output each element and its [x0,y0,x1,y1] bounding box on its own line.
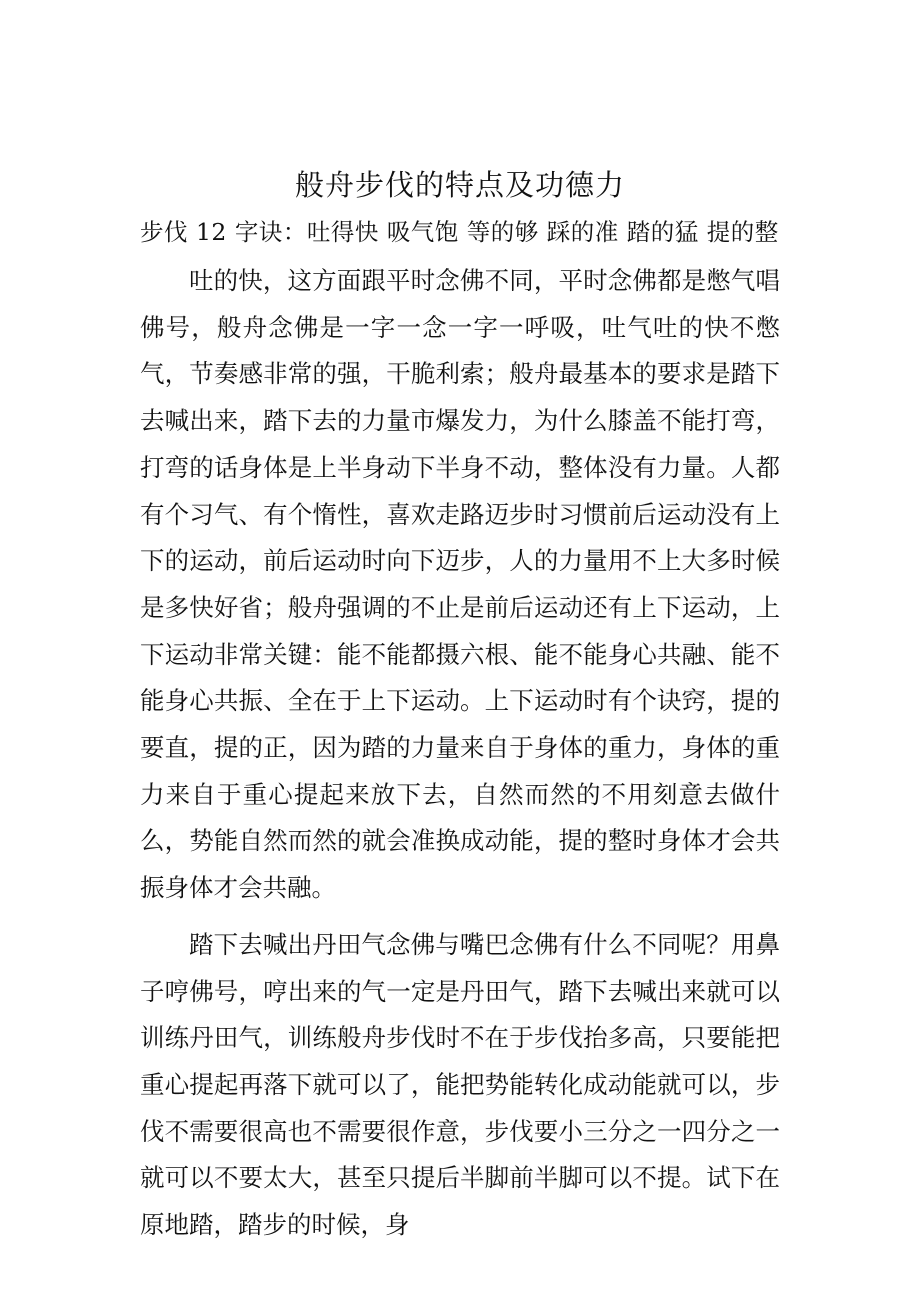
document-subtitle: 步伐 12 字诀：吐得快 吸气饱 等的够 踩的准 踏的猛 提的整 [140,218,779,246]
body-paragraph-1: 吐的快，这方面跟平时念佛不同，平时念佛都是憋气唱佛号，般舟念佛是一字一念一字一呼吸，吐气吐的快不憋气，节奏感非常的强，干脆利索；般舟最基本的要求是踏下去喊出来，踏下去的力量市爆发力，为什么膝盖不能打弯，打弯的话身体是上半身动下半身不动，整体没有力量。人都有个习气、有个惰性，喜欢走路迈步时习惯前后运动没有上下的运动，前后运动时向下迈步，人的力量用不上大多时候是多快好省；般舟强调的不止是前后运动还有上下运动，上下运动非常关键：能不能都摄六根、能不能身心共融、能不能身心共振、全在于上下运动。上下运动时有个诀窍，提的要直，提的正，因为踏的力量来自于身体的重力，身体的重力来自于重心提起来放下去，自然而然的不用刻意去做什么，势能自然而然的就会准换成动能，提的整时身体才会共振身体才会共融。 [140,266,780,903]
document-title: 般舟步伐的特点及功德力 [294,168,625,202]
body-paragraph-2: 踏下去喊出丹田气念佛与嘴巴念佛有什么不同呢？用鼻子哼佛号，哼出来的气一定是丹田气，踏下去喊出来就可以训练丹田气，训练般舟步伐时不在于步伐抬多高，只要能把重心提起再落下就可以了，能把势能转化成动能就可以，步伐不需要很高也不需要很作意，步伐要小三分之一四分之一就可以不要太大，甚至只提后半脚前半脚可以不提。试下在原地踏，踏步的时候，身 [140,929,780,1240]
document-page [140,160,780,1249]
